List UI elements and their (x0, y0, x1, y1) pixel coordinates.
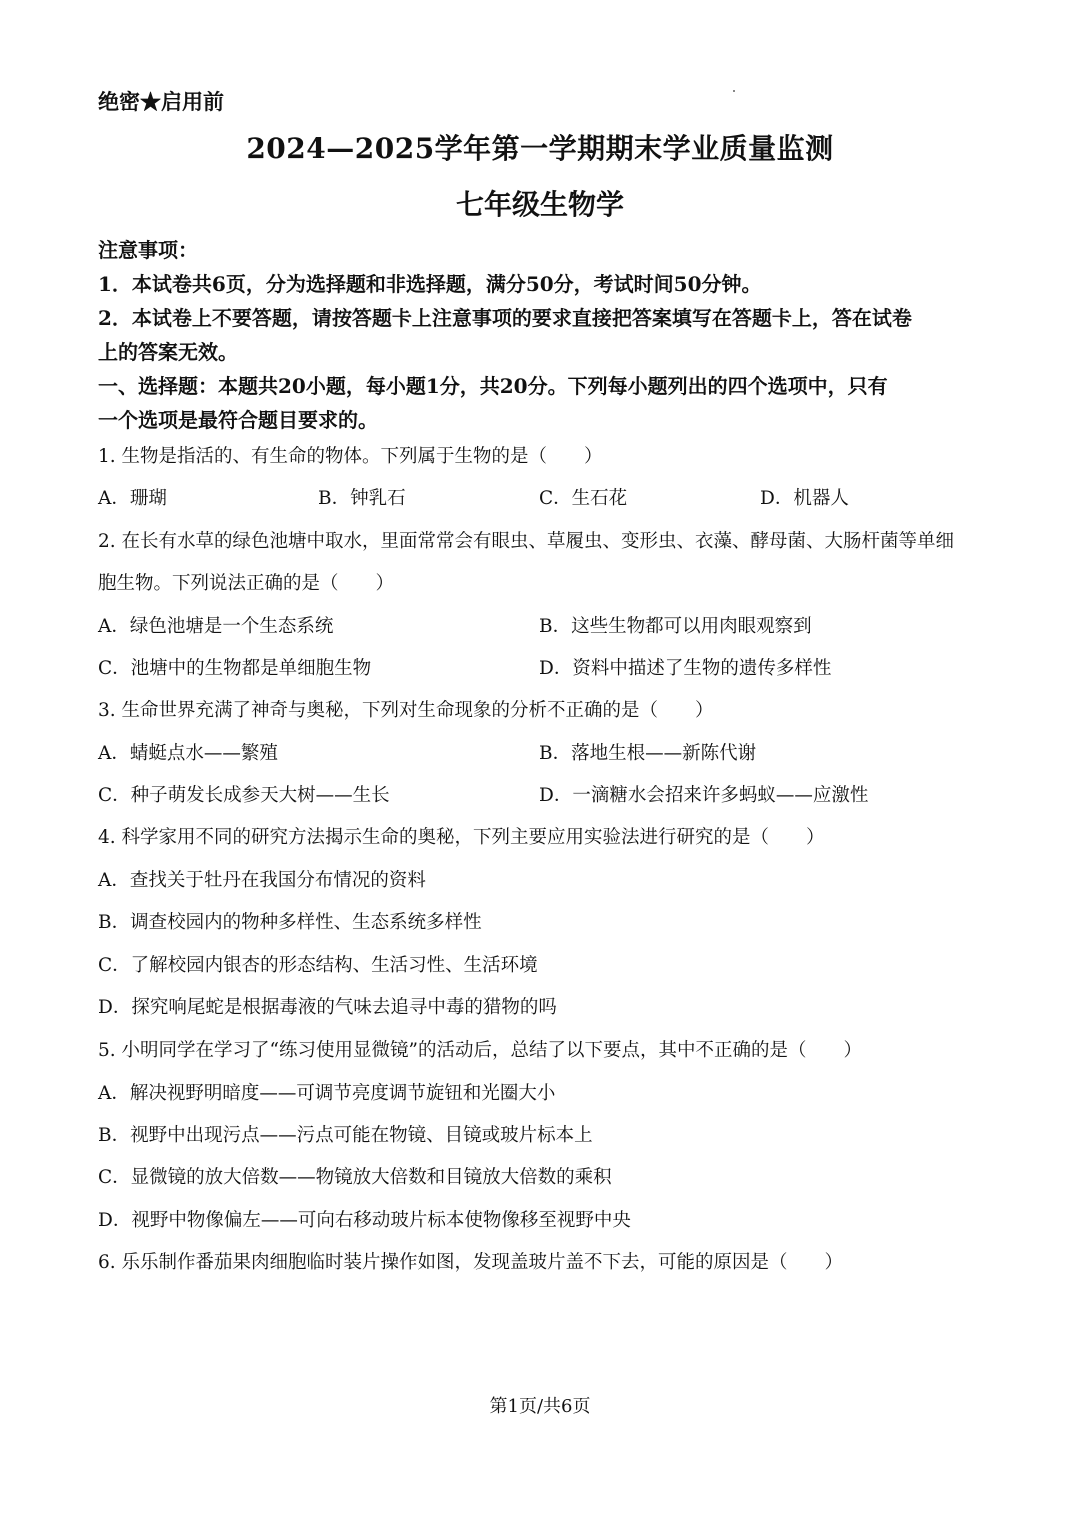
question-1-option-d: D．机器人 (760, 488, 849, 509)
section-heading-line-2: 一个选项是最符合题目要求的。 (98, 408, 378, 432)
question-5-option-b: B．视野中出现污点——污点可能在物镜、目镜或玻片标本上 (98, 1125, 593, 1146)
question-2-stem-line-2: 胞生物。下列说法正确的是（ ） (98, 573, 395, 594)
question-5-option-a: A．解决视野明暗度——可调节亮度调节旋钮和光圈大小 (98, 1083, 556, 1104)
question-5-option-d: D．视野中物像偏左——可向右移动玻片标本使物像移至视野中央 (98, 1210, 631, 1231)
question-1-option-a: A．珊瑚 (98, 488, 167, 509)
question-3-option-a: A．蜻蜓点水——繁殖 (98, 743, 278, 764)
notice-item-2-line-2: 上的答案无效。 (98, 340, 238, 364)
notice-heading: 注意事项： (98, 238, 198, 262)
question-3-option-c: C．种子萌发长成参天大树——生长 (98, 785, 390, 806)
scan-speck (733, 90, 735, 92)
question-2-option-c: C．池塘中的生物都是单细胞生物 (98, 658, 372, 679)
question-4-option-a: A．查找关于牡丹在我国分布情况的资料 (98, 870, 426, 891)
notice-item-2-line-1: 2．本试卷上不要答题，请按答题卡上注意事项的要求直接把答案填写在答题卡上，答在试卷 (98, 306, 912, 330)
page-indicator: 第1页/共6页 (489, 1396, 591, 1417)
question-6-stem: 6. 乐乐制作番茄果肉细胞临时装片操作如图，发现盖玻片盖不下去，可能的原因是（ ） (98, 1252, 844, 1273)
question-5-option-c: C．显微镜的放大倍数——物镜放大倍数和目镜放大倍数的乘积 (98, 1167, 612, 1188)
question-4-option-b: B．调查校园内的物种多样性、生态系统多样性 (98, 912, 482, 933)
question-2-option-a: A．绿色池塘是一个生态系统 (98, 616, 334, 637)
question-2-option-d: D．资料中描述了生物的遗传多样性 (539, 658, 832, 679)
question-1-option-c: C．生石花 (539, 488, 628, 509)
question-2-option-b: B．这些生物都可以用肉眼观察到 (539, 616, 812, 637)
question-1-stem: 1. 生物是指活的、有生命的物体。下列属于生物的是（ ） (98, 446, 603, 467)
question-3-stem: 3. 生命世界充满了神奇与奥秘，下列对生命现象的分析不正确的是（ ） (98, 700, 714, 721)
section-heading-line-1: 一、选择题：本题共20小题，每小题1分，共20分。下列每小题列出的四个选项中，只有 (98, 374, 888, 398)
exam-title: 2024—2025学年第一学期期末学业质量监测 (246, 132, 834, 165)
question-1-option-b: B．钟乳石 (318, 488, 406, 509)
notice-item-1: 1．本试卷共6页，分为选择题和非选择题，满分50分，考试时间50分钟。 (98, 272, 762, 296)
confidential-label: 绝密★启用前 (98, 89, 224, 114)
question-3-option-d: D．一滴糖水会招来许多蚂蚁——应激性 (539, 785, 869, 806)
question-5-stem: 5. 小明同学在学习了“练习使用显微镜”的活动后，总结了以下要点，其中不正确的是（ ） (98, 1040, 862, 1061)
question-2-stem-line-1: 2. 在长有水草的绿色池塘中取水，里面常常会有眼虫、草履虫、变形虫、衣藻、酵母菌、大肠杆菌等单细 (98, 531, 955, 552)
exam-subtitle: 七年级生物学 (455, 188, 624, 221)
question-4-option-d: D．探究响尾蛇是根据毒液的气味去追寻中毒的猎物的吗 (98, 997, 557, 1018)
question-4-option-c: C．了解校园内银杏的形态结构、生活习性、生活环境 (98, 955, 538, 976)
question-3-option-b: B．落地生根——新陈代谢 (539, 743, 757, 764)
question-4-stem: 4. 科学家用不同的研究方法揭示生命的奥秘，下列主要应用实验法进行研究的是（ ） (98, 827, 825, 848)
